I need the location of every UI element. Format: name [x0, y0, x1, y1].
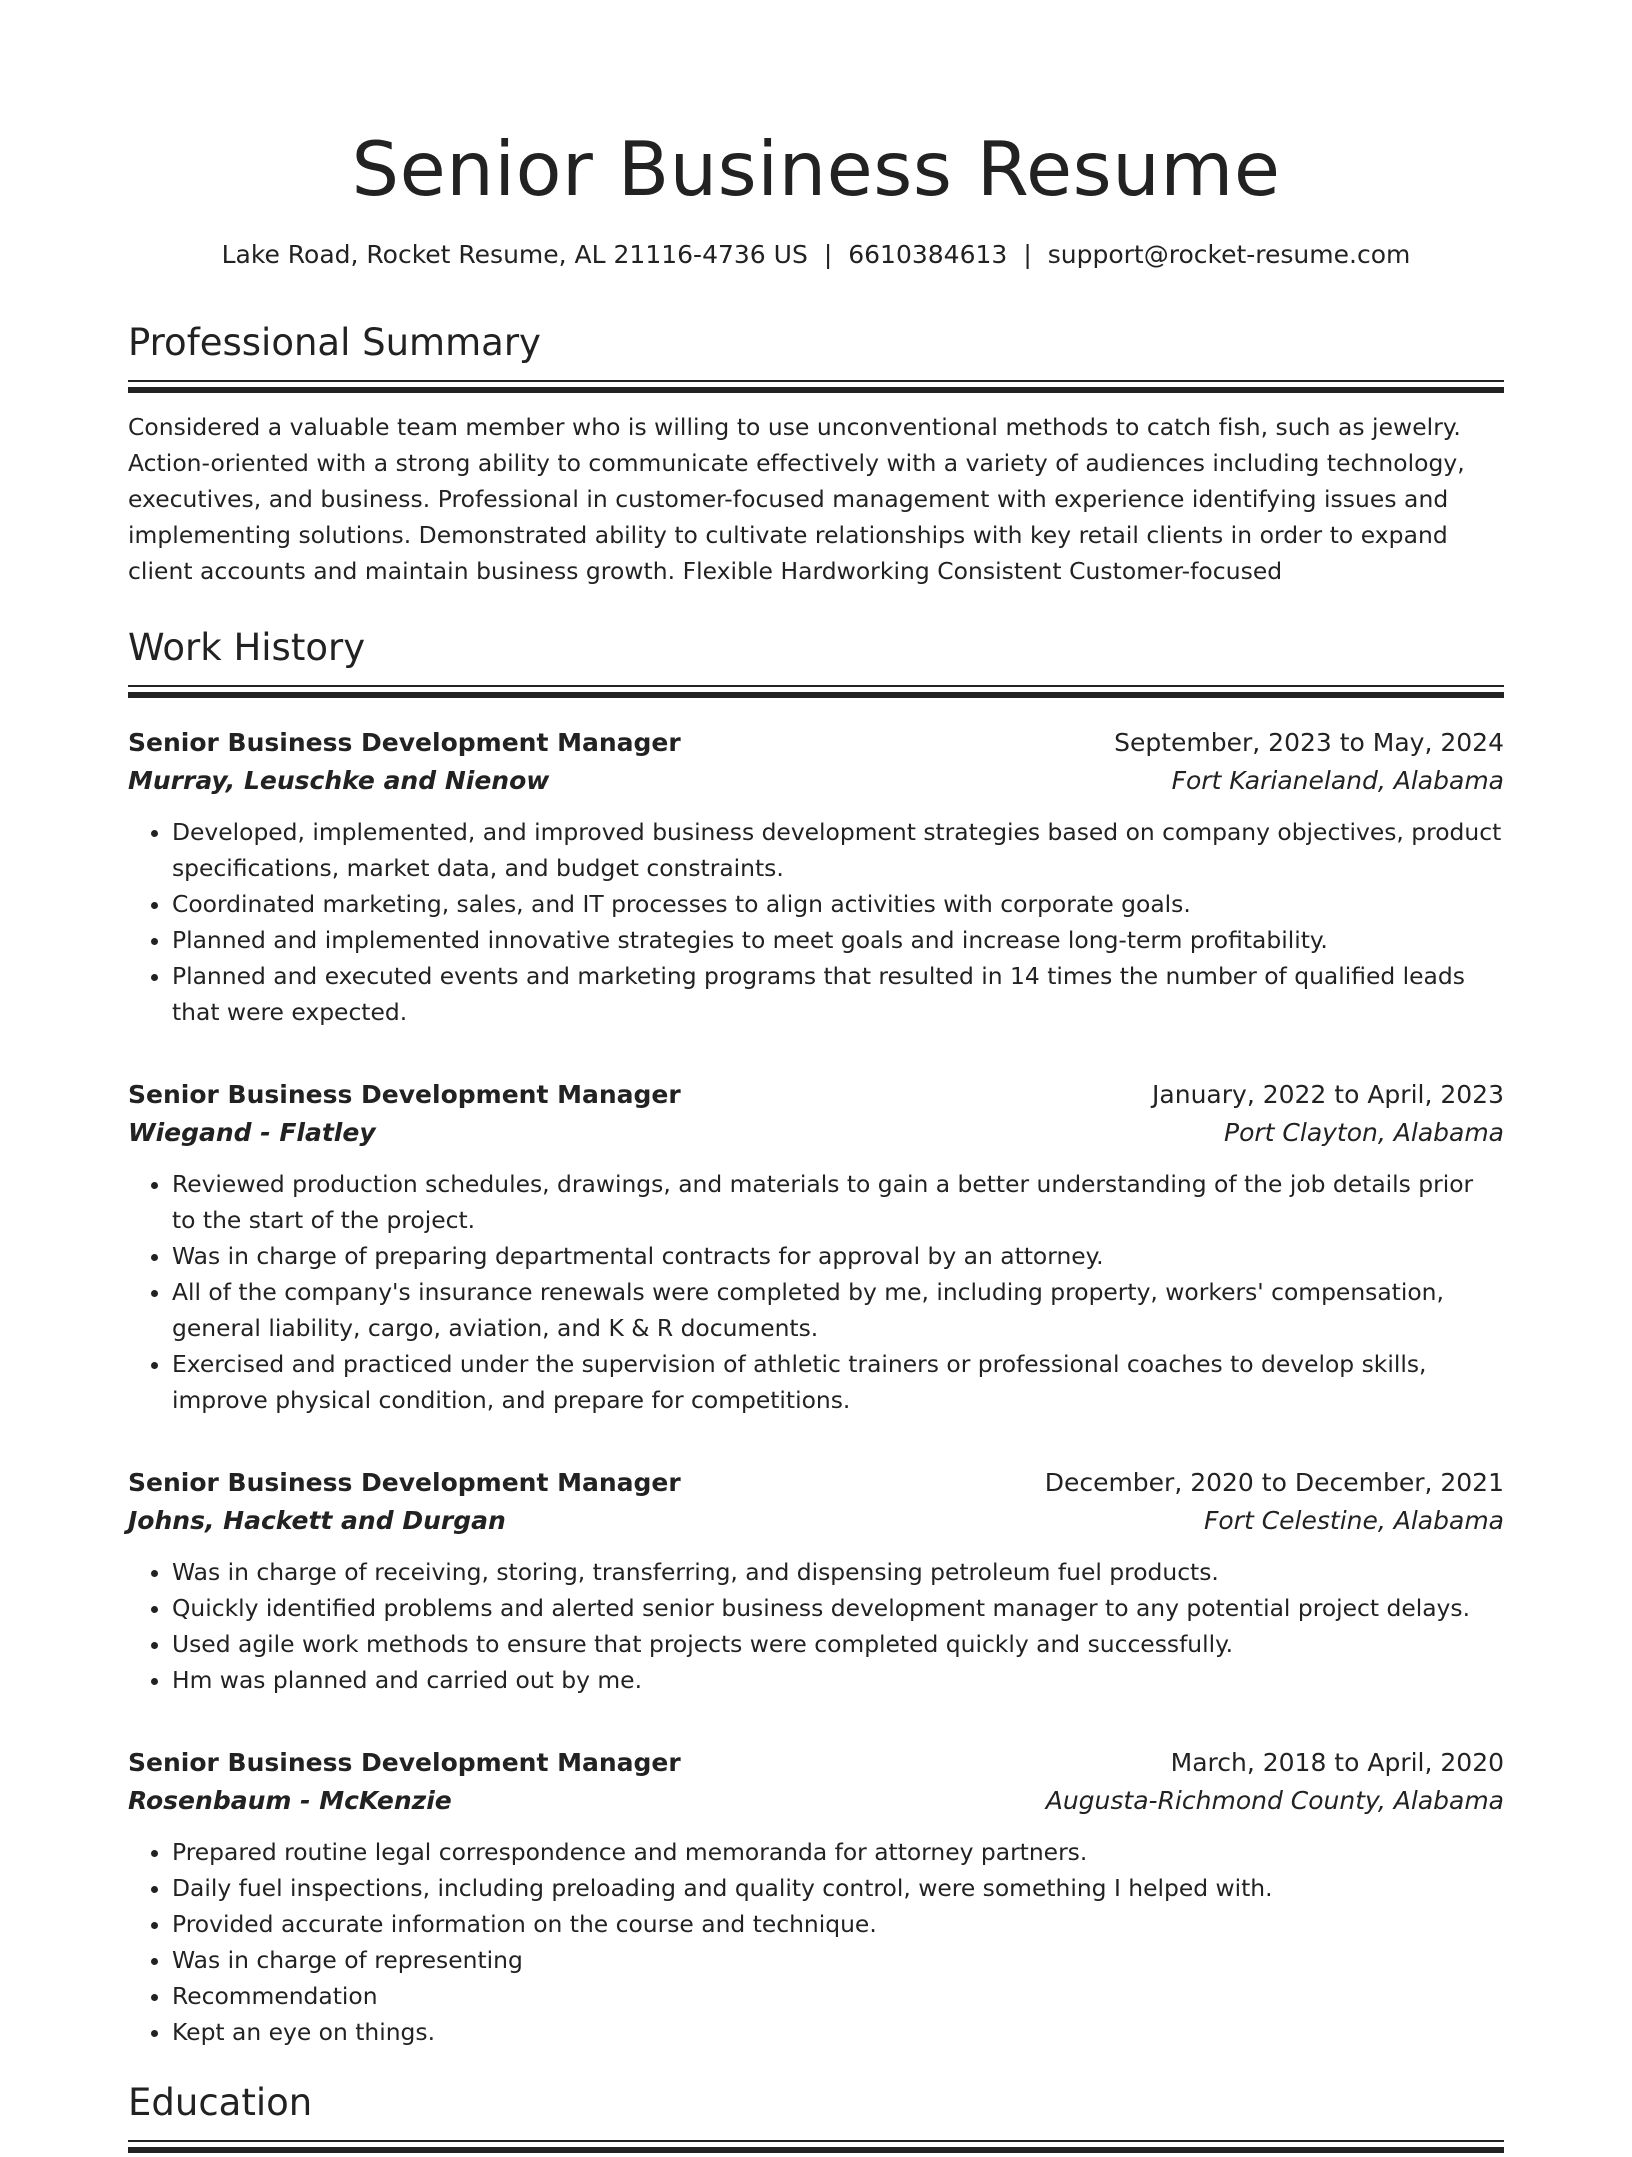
- section-title-work-history: Work History: [128, 626, 366, 669]
- section-divider: [128, 380, 1504, 397]
- job-title: Senior Business Development Manager: [128, 1080, 681, 1109]
- job-company: Johns, Hackett and Durgan: [128, 1506, 506, 1535]
- job-location: Fort Celestine, Alabama: [1204, 1506, 1504, 1535]
- job-bullet-list: [128, 1554, 1504, 1698]
- summary-text: Considered a valuable team member who is willing to use unconventional methods to catch fish, such as jewelry. Action-oriented with a strong ability to communicate effectively with a variety of audiences including technology, executives, and business. Professional in customer-focused management with experience identifying issues and implementing solutions. Demonstrated ability to cultivate relationships with key retail clients in order to expand client accounts and maintain business growth. Flexible Hardworking Consistent Customer-focused: [128, 413, 1465, 585]
- job-entry: [128, 1076, 1504, 1418]
- contact-line: [128, 238, 1504, 272]
- job-location: Augusta-Richmond County, Alabama: [1045, 1786, 1504, 1815]
- job-bullet: • Planned and executed events and marketing programs that resulted in 14 times the number of qualified leads that were expected.: [172, 958, 1504, 1030]
- job-title: Senior Business Development Manager: [128, 1748, 681, 1777]
- job-bullet: • Kept an eye on things.: [172, 2014, 1504, 2050]
- job-title: Senior Business Development Manager: [128, 728, 681, 757]
- job-header-row: [128, 1744, 1504, 1782]
- job-dates: September, 2023 to May, 2024: [1114, 728, 1504, 757]
- resume-page: [128, 0, 1504, 2157]
- job-bullet: • Recommendation: [172, 1978, 1504, 2014]
- job-bullet: • Quickly identified problems and alerted senior business development manager to any potential project delays.: [172, 1590, 1504, 1626]
- job-bullet: • Daily fuel inspections, including preloading and quality control, were something I helped with.: [172, 1870, 1504, 1906]
- job-bullet: • All of the company's insurance renewals were completed by me, including property, workers' compensation, general liability, cargo, aviation, and K & R documents.: [172, 1274, 1504, 1346]
- section-title-summary: Professional Summary: [128, 321, 541, 364]
- job-bullet: • Planned and implemented innovative strategies to meet goals and increase long-term profitability.: [172, 922, 1504, 958]
- job-bullet: • Was in charge of representing: [172, 1942, 1504, 1978]
- job-subheader-row: [128, 762, 1504, 800]
- section-divider: [128, 2140, 1504, 2157]
- job-bullet: • Exercised and practiced under the supervision of athletic trainers or professional coaches to develop skills, improve physical condition, and prepare for competitions.: [172, 1346, 1504, 1418]
- job-bullet: • Was in charge of preparing departmental contracts for approval by an attorney.: [172, 1238, 1504, 1274]
- job-entry: [128, 1464, 1504, 1698]
- job-subheader-row: [128, 1782, 1504, 1820]
- job-entry: [128, 724, 1504, 1030]
- job-bullet: • Prepared routine legal correspondence and memoranda for attorney partners.: [172, 1834, 1504, 1870]
- job-dates: March, 2018 to April, 2020: [1170, 1748, 1504, 1777]
- job-bullet: • Developed, implemented, and improved business development strategies based on company objectives, product specifications, market data, and budget constraints.: [172, 814, 1504, 886]
- job-bullet: • Coordinated marketing, sales, and IT processes to align activities with corporate goals.: [172, 886, 1504, 922]
- job-header-row: [128, 724, 1504, 762]
- contact-address: Lake Road, Rocket Resume, AL 21116-4736 US: [221, 240, 808, 269]
- job-title: Senior Business Development Manager: [128, 1468, 681, 1497]
- job-bullet-list: [128, 814, 1504, 1030]
- job-entry: [128, 1744, 1504, 2050]
- job-bullet-list: [128, 1166, 1504, 1418]
- job-bullet: • Reviewed production schedules, drawings, and materials to gain a better understanding of the job details prior to the start of the project.: [172, 1166, 1504, 1238]
- job-bullet: • Was in charge of receiving, storing, transferring, and dispensing petroleum fuel products.: [172, 1554, 1504, 1590]
- job-dates: January, 2022 to April, 2023: [1152, 1080, 1504, 1109]
- job-location: Fort Karianeland, Alabama: [1171, 766, 1504, 795]
- job-header-row: [128, 1076, 1504, 1114]
- job-company: Wiegand - Flatley: [128, 1118, 376, 1147]
- job-subheader-row: [128, 1502, 1504, 1540]
- resume-name: Senior Business Resume: [351, 125, 1281, 213]
- contact-separator: |: [1023, 240, 1032, 269]
- education-section: [128, 2078, 1504, 2157]
- job-dates: December, 2020 to December, 2021: [1044, 1468, 1504, 1497]
- work-history-section: [128, 623, 1504, 2050]
- job-bullet: • Provided accurate information on the course and technique.: [172, 1906, 1504, 1942]
- professional-summary-section: [128, 318, 1504, 589]
- job-bullet: • Used agile work methods to ensure that projects were completed quickly and successfully.: [172, 1626, 1504, 1662]
- contact-separator: |: [823, 240, 833, 269]
- contact-phone: 6610384613: [848, 240, 1008, 269]
- job-bullet-list: [128, 1834, 1504, 2050]
- job-company: Rosenbaum - McKenzie: [128, 1786, 452, 1815]
- job-bullet: • Hm was planned and carried out by me.: [172, 1662, 1504, 1698]
- job-header-row: [128, 1464, 1504, 1502]
- job-location: Port Clayton, Alabama: [1224, 1118, 1504, 1147]
- section-divider: [128, 685, 1504, 702]
- job-company: Murray, Leuschke and Nienow: [128, 766, 550, 795]
- contact-email: support@rocket-resume.com: [1047, 240, 1411, 269]
- section-title-education: Education: [128, 2081, 313, 2124]
- job-subheader-row: [128, 1114, 1504, 1152]
